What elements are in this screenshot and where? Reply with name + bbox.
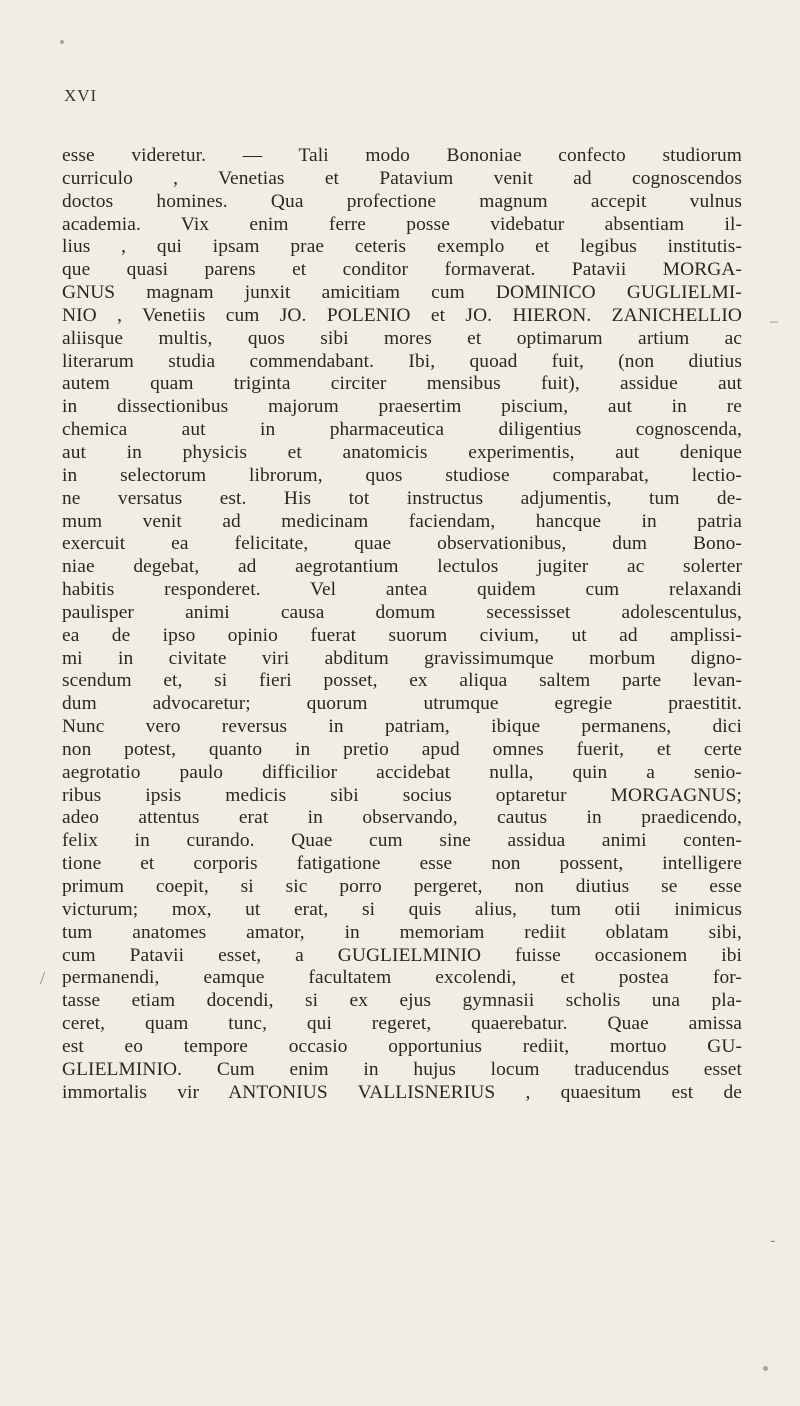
text-line: chemica aut in pharmaceutica diligentius cognoscenda, xyxy=(62,419,742,441)
text-line: niae degebat, ad aegrotantium lectulos jugiter ac solerter xyxy=(62,556,742,578)
text-line: ceret, quam tunc, qui regeret, quaerebatur. Quae amissa xyxy=(62,1013,742,1035)
text-line: permanendi, eamque facultatem excolendi, et postea for- xyxy=(62,967,742,989)
text-line: exercuit ea felicitate, quae observationibus, dum Bono- xyxy=(62,533,742,555)
text-line: cum Patavii esset, a GUGLIELMINIO fuisse occasionem ibi xyxy=(62,944,742,966)
text-line: curriculo , Venetias et Patavium venit ad cognoscendos xyxy=(62,167,742,189)
body-text xyxy=(62,145,742,1104)
text-line: scendum et, si fieri posset, ex aliqua saltem parte levan- xyxy=(62,670,742,692)
text-line: dum advocaretur; quorum utrumque egregie praestitit. xyxy=(62,693,742,715)
text-line: felix in curando. Quae cum sine assidua animi conten- xyxy=(62,830,742,852)
text-line: paulisper animi causa domum secessisset adolescentulus, xyxy=(62,601,742,623)
text-line: NIO , Venetiis cum JO. POLENIO et JO. HIERON. ZANICHELLIO xyxy=(62,304,742,326)
text-line: esse videretur. — Tali modo Bononiae confecto studiorum xyxy=(62,145,742,166)
text-line: in selectorum librorum, quos studiose comparabat, lectio- xyxy=(62,464,742,486)
text-line: que quasi parens et conditor formaverat. Patavii MORGA- xyxy=(62,259,742,281)
text-line: doctos homines. Qua profectione magnum accepit vulnus xyxy=(62,190,742,212)
text-line: immortalis vir ANTONIUS VALLISNERIUS , quaesitum est de xyxy=(62,1081,742,1103)
text-line: aut in physicis et anatomicis experimentis, aut denique xyxy=(62,441,742,463)
ink-speck xyxy=(763,1366,768,1371)
text-line: autem quam triginta circiter mensibus fuit), assidue aut xyxy=(62,373,742,395)
text-line: adeo attentus erat in observando, cautus in praedicendo, xyxy=(62,807,742,829)
text-line: academia. Vix enim ferre posse videbatur absentiam il- xyxy=(62,213,742,235)
text-line: ea de ipso opinio fuerat suorum civium, ut ad amplissi- xyxy=(62,624,742,646)
page-number: XVI xyxy=(64,86,98,105)
text-line: habitis responderet. Vel antea quidem cum relaxandi xyxy=(62,579,742,601)
text-line: Nunc vero reversus in patriam, ibique permanens, dici xyxy=(62,716,742,738)
text-line: tasse etiam docendi, si ex ejus gymnasii scholis una pla- xyxy=(62,990,742,1012)
text-line: literarum studia commendabant. Ibi, quoad fuit, (non diutius xyxy=(62,350,742,372)
text-line: tione et corporis fatigatione esse non possent, intelligere xyxy=(62,853,742,875)
text-line: victurum; mox, ut erat, si quis alius, tum otii inimicus xyxy=(62,898,742,920)
text-line: aliisque multis, quos sibi mores et optimarum artium ac xyxy=(62,327,742,349)
text-line: lius , qui ipsam prae ceteris exemplo et legibus institutis- xyxy=(62,236,742,258)
text-line: primum coepit, si sic porro pergeret, non diutius se esse xyxy=(62,876,742,897)
ink-speck xyxy=(60,40,64,44)
text-line: est eo tempore occasio opportunius rediit, mortuo GU- xyxy=(62,1035,742,1057)
text-line: ribus ipsis medicis sibi socius optaretur MORGAGNUS; xyxy=(62,784,742,806)
text-line: GLIELMINIO. Cum enim in hujus locum traducendus esset xyxy=(62,1058,742,1080)
margin-mark: - xyxy=(770,1232,776,1249)
text-line: mi in civitate viri abditum gravissimumque morbum digno- xyxy=(62,647,742,669)
text-line: non potest, quanto in pretio apud omnes fuerit, et certe xyxy=(62,738,742,760)
text-line: tum anatomes amator, in memoriam rediit oblatam sibi, xyxy=(62,921,742,943)
text-line: aegrotatio paulo difficilior accidebat nulla, quin a senio- xyxy=(62,761,742,783)
text-line: in dissectionibus majorum praesertim piscium, aut in re xyxy=(62,396,742,418)
text-line: GNUS magnam junxit amicitiam cum DOMINICO GUGLIELMI- xyxy=(62,282,742,304)
text-line: ne versatus est. His tot instructus adjumentis, tum de- xyxy=(62,487,742,509)
text-line: mum venit ad medicinam faciendam, hancque in patria xyxy=(62,510,742,532)
margin-mark: – xyxy=(770,313,778,330)
margin-mark: / xyxy=(40,968,46,988)
